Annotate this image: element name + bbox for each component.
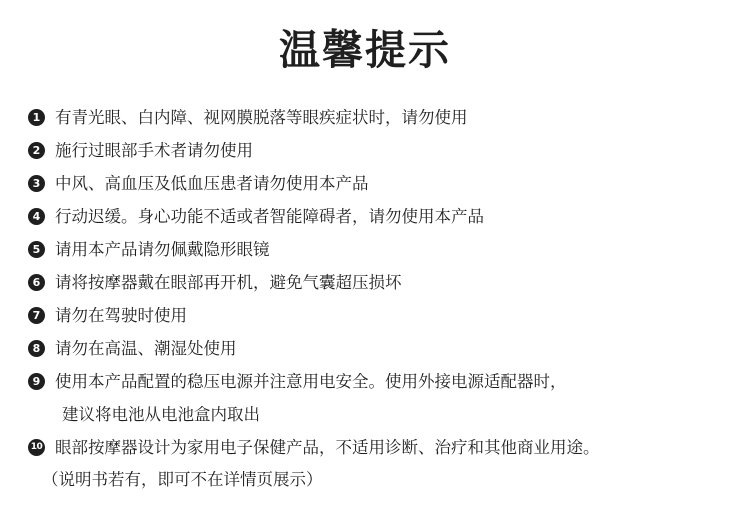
- number-badge: 6: [28, 274, 45, 291]
- notice-text-continued: 建议将电池从电池盒内取出: [62, 405, 260, 424]
- number-badge: 3: [28, 175, 45, 192]
- notice-item-10: [28, 431, 718, 464]
- notice-item-6: [28, 266, 718, 299]
- page-title: 温馨提示: [279, 26, 451, 74]
- notice-text: 施行过眼部手术者请勿使用: [55, 141, 253, 160]
- number-badge: 7: [28, 307, 45, 324]
- notice-item-8: [28, 332, 718, 365]
- notice-text: 请将按摩器戴在眼部再开机，避免气囊超压损坏: [55, 273, 402, 292]
- notice-item-1: [28, 101, 718, 134]
- notice-item-7: [28, 299, 718, 332]
- notice-item-3: [28, 167, 718, 200]
- notice-text: 眼部按摩器设计为家用电子保健产品，不适用诊断、治疗和其他商业用途。: [55, 438, 600, 457]
- notice-text: 行动迟缓。身心功能不适或者智能障碍者，请勿使用本产品: [55, 207, 484, 226]
- number-badge: 8: [28, 340, 45, 357]
- number-badge: 10: [28, 439, 45, 456]
- number-badge: 4: [28, 208, 45, 225]
- notice-item-2: [28, 134, 718, 167]
- notice-text: 请用本产品请勿佩戴隐形眼镜: [55, 240, 270, 259]
- notice-list: [28, 101, 718, 464]
- number-badge: 9: [28, 373, 45, 390]
- notice-text: 请勿在高温、潮湿处使用: [55, 339, 237, 358]
- notice-text: 有青光眼、白内障、视网膜脱落等眼疾症状时，请勿使用: [55, 108, 468, 127]
- number-badge: 5: [28, 241, 45, 258]
- number-badge: 1: [28, 109, 45, 126]
- notice-text: 中风、高血压及低血压患者请勿使用本产品: [55, 174, 369, 193]
- notice-text: 请勿在驾驶时使用: [55, 306, 187, 325]
- notice-text: 使用本产品配置的稳压电源并注意用电安全。使用外接电源适配器时，: [55, 372, 567, 391]
- notice-item-9: [28, 365, 718, 431]
- footnote: （说明书若有，即可不在详情页展示）: [42, 470, 323, 489]
- notice-item-4: [28, 200, 718, 233]
- number-badge: 2: [28, 142, 45, 159]
- notice-item-5: [28, 233, 718, 266]
